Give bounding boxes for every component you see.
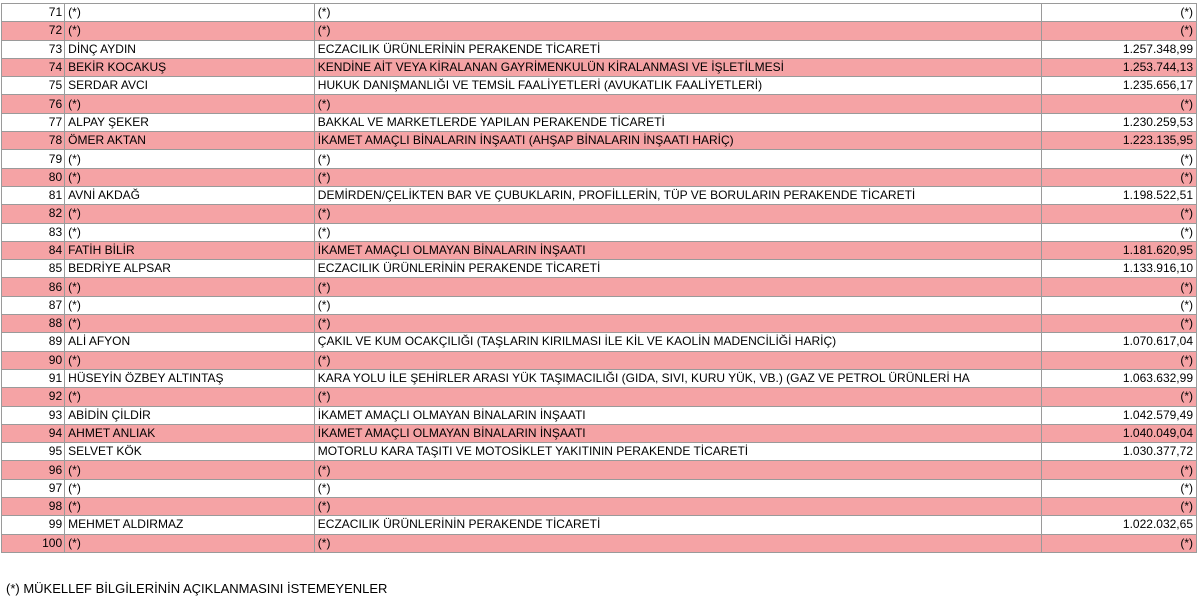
taxpayer-name-cell: (*) xyxy=(65,296,315,314)
taxpayer-name-cell: (*) xyxy=(65,388,315,406)
amount-cell: 1.022.032,65 xyxy=(1041,516,1196,534)
amount-cell: (*) xyxy=(1041,498,1196,516)
row-number-cell: 88 xyxy=(2,315,65,333)
activity-cell: (*) xyxy=(314,388,1041,406)
activity-cell: (*) xyxy=(314,168,1041,186)
activity-cell: ÇAKIL VE KUM OCAKÇILIĞI (TAŞLARIN KIRILMASI İLE KİL VE KAOLİN MADENCİLİĞİ HARİÇ) xyxy=(314,333,1041,351)
amount-cell: 1.030.377,72 xyxy=(1041,443,1196,461)
taxpayer-name-cell: (*) xyxy=(65,223,315,241)
table-row xyxy=(2,443,1197,461)
table-row xyxy=(2,296,1197,314)
taxpayer-name-cell: ÖMER AKTAN xyxy=(65,132,315,150)
taxpayer-name-cell: (*) xyxy=(65,150,315,168)
table-row xyxy=(2,205,1197,223)
amount-cell: 1.181.620,95 xyxy=(1041,241,1196,259)
taxpayer-name-cell: ALPAY ŞEKER xyxy=(65,113,315,131)
activity-cell: KARA YOLU İLE ŞEHİRLER ARASI YÜK TAŞIMACILIĞI (GIDA, SIVI, KURU YÜK, VB.) (GAZ VE PETROL ÜRÜNLERİ HA xyxy=(314,369,1041,387)
amount-cell: 1.235.656,17 xyxy=(1041,77,1196,95)
taxpayer-name-cell: FATİH BİLİR xyxy=(65,241,315,259)
table-row xyxy=(2,369,1197,387)
table-row xyxy=(2,186,1197,204)
amount-cell: 1.230.259,53 xyxy=(1041,113,1196,131)
table-row xyxy=(2,168,1197,186)
row-number-cell: 80 xyxy=(2,168,65,186)
activity-cell: HUKUK DANIŞMANLIĞI VE TEMSİL FAALİYETLERİ (AVUKATLIK FAALİYETLERİ) xyxy=(314,77,1041,95)
row-number-cell: 78 xyxy=(2,132,65,150)
taxpayer-name-cell: ABİDİN ÇİLDİR xyxy=(65,406,315,424)
taxpayer-name-cell: (*) xyxy=(65,95,315,113)
taxpayer-name-cell: MEHMET ALDIRMAZ xyxy=(65,516,315,534)
amount-cell: 1.040.049,04 xyxy=(1041,424,1196,442)
amount-cell: 1.253.744,13 xyxy=(1041,58,1196,76)
row-number-cell: 71 xyxy=(2,4,65,22)
table-row xyxy=(2,77,1197,95)
table-row xyxy=(2,95,1197,113)
activity-cell: (*) xyxy=(314,315,1041,333)
activity-cell: (*) xyxy=(314,479,1041,497)
taxpayer-name-cell: (*) xyxy=(65,4,315,22)
row-number-cell: 86 xyxy=(2,278,65,296)
taxpayer-name-cell: (*) xyxy=(65,534,315,552)
taxpayer-table xyxy=(1,3,1197,553)
table-row xyxy=(2,132,1197,150)
amount-cell: 1.063.632,99 xyxy=(1041,369,1196,387)
amount-cell: (*) xyxy=(1041,4,1196,22)
taxpayer-name-cell: DİNÇ AYDIN xyxy=(65,40,315,58)
taxpayer-name-cell: HÜSEYİN ÖZBEY ALTINTAŞ xyxy=(65,369,315,387)
taxpayer-name-cell: (*) xyxy=(65,22,315,40)
table-row xyxy=(2,58,1197,76)
activity-cell: (*) xyxy=(314,534,1041,552)
amount-cell: (*) xyxy=(1041,22,1196,40)
table-row xyxy=(2,150,1197,168)
taxpayer-name-cell: (*) xyxy=(65,351,315,369)
amount-cell: (*) xyxy=(1041,150,1196,168)
activity-cell: MOTORLU KARA TAŞITI VE MOTOSİKLET YAKITININ PERAKENDE TİCARETİ xyxy=(314,443,1041,461)
row-number-cell: 96 xyxy=(2,461,65,479)
activity-cell: BAKKAL VE MARKETLERDE YAPILAN PERAKENDE TİCARETİ xyxy=(314,113,1041,131)
row-number-cell: 83 xyxy=(2,223,65,241)
activity-cell: (*) xyxy=(314,278,1041,296)
activity-cell: DEMİRDEN/ÇELİKTEN BAR VE ÇUBUKLARIN, PROFİLLERİN, TÜP VE BORULARIN PERAKENDE TİCARETİ xyxy=(314,186,1041,204)
row-number-cell: 72 xyxy=(2,22,65,40)
amount-cell: 1.223.135,95 xyxy=(1041,132,1196,150)
row-number-cell: 93 xyxy=(2,406,65,424)
taxpayer-name-cell: AHMET ANLIAK xyxy=(65,424,315,442)
taxpayer-name-cell: (*) xyxy=(65,205,315,223)
activity-cell: (*) xyxy=(314,4,1041,22)
activity-cell: (*) xyxy=(314,22,1041,40)
row-number-cell: 91 xyxy=(2,369,65,387)
row-number-cell: 92 xyxy=(2,388,65,406)
row-number-cell: 79 xyxy=(2,150,65,168)
row-number-cell: 76 xyxy=(2,95,65,113)
table-row xyxy=(2,498,1197,516)
activity-cell: ECZACILIK ÜRÜNLERİNİN PERAKENDE TİCARETİ xyxy=(314,516,1041,534)
table-row xyxy=(2,333,1197,351)
activity-cell: (*) xyxy=(314,351,1041,369)
table-row xyxy=(2,40,1197,58)
row-number-cell: 77 xyxy=(2,113,65,131)
amount-cell: (*) xyxy=(1041,95,1196,113)
activity-cell: (*) xyxy=(314,223,1041,241)
table-row xyxy=(2,534,1197,552)
taxpayer-name-cell: BEDRİYE ALPSAR xyxy=(65,260,315,278)
table-row xyxy=(2,424,1197,442)
taxpayer-name-cell: (*) xyxy=(65,479,315,497)
table-row xyxy=(2,241,1197,259)
activity-cell: (*) xyxy=(314,461,1041,479)
table-row xyxy=(2,406,1197,424)
taxpayer-name-cell: BEKİR KOCAKUŞ xyxy=(65,58,315,76)
activity-cell: İKAMET AMAÇLI OLMAYAN BİNALARIN İNŞAATI xyxy=(314,424,1041,442)
activity-cell: ECZACILIK ÜRÜNLERİNİN PERAKENDE TİCARETİ xyxy=(314,260,1041,278)
table-row xyxy=(2,351,1197,369)
taxpayer-name-cell: SELVET KÖK xyxy=(65,443,315,461)
row-number-cell: 75 xyxy=(2,77,65,95)
activity-cell: KENDİNE AİT VEYA KİRALANAN GAYRİMENKULÜN KİRALANMASI VE İŞLETİLMESİ xyxy=(314,58,1041,76)
table-row xyxy=(2,278,1197,296)
row-number-cell: 74 xyxy=(2,58,65,76)
activity-cell: (*) xyxy=(314,296,1041,314)
footnote: (*) MÜKELLEF BİLGİLERİNİN AÇIKLANMASINI İSTEMEYENLER xyxy=(6,581,388,596)
activity-cell: İKAMET AMAÇLI OLMAYAN BİNALARIN İNŞAATI xyxy=(314,241,1041,259)
amount-cell: (*) xyxy=(1041,351,1196,369)
activity-cell: İKAMET AMAÇLI BİNALARIN İNŞAATI (AHŞAP BİNALARIN İNŞAATI HARİÇ) xyxy=(314,132,1041,150)
taxpayer-name-cell: (*) xyxy=(65,461,315,479)
taxpayer-name-cell: (*) xyxy=(65,168,315,186)
row-number-cell: 82 xyxy=(2,205,65,223)
row-number-cell: 94 xyxy=(2,424,65,442)
amount-cell: (*) xyxy=(1041,461,1196,479)
table-row xyxy=(2,4,1197,22)
amount-cell: (*) xyxy=(1041,223,1196,241)
amount-cell: (*) xyxy=(1041,315,1196,333)
amount-cell: (*) xyxy=(1041,168,1196,186)
taxpayer-name-cell: (*) xyxy=(65,498,315,516)
amount-cell: 1.198.522,51 xyxy=(1041,186,1196,204)
row-number-cell: 85 xyxy=(2,260,65,278)
table-row xyxy=(2,22,1197,40)
activity-cell: ECZACILIK ÜRÜNLERİNİN PERAKENDE TİCARETİ xyxy=(314,40,1041,58)
activity-cell: İKAMET AMAÇLI OLMAYAN BİNALARIN İNŞAATI xyxy=(314,406,1041,424)
amount-cell: (*) xyxy=(1041,479,1196,497)
taxpayer-name-cell: SERDAR AVCI xyxy=(65,77,315,95)
row-number-cell: 90 xyxy=(2,351,65,369)
row-number-cell: 84 xyxy=(2,241,65,259)
table-row xyxy=(2,315,1197,333)
amount-cell: (*) xyxy=(1041,205,1196,223)
table-row xyxy=(2,113,1197,131)
row-number-cell: 89 xyxy=(2,333,65,351)
activity-cell: (*) xyxy=(314,95,1041,113)
table-row xyxy=(2,461,1197,479)
amount-cell: (*) xyxy=(1041,296,1196,314)
taxpayer-name-cell: AVNİ AKDAĞ xyxy=(65,186,315,204)
amount-cell: (*) xyxy=(1041,278,1196,296)
row-number-cell: 99 xyxy=(2,516,65,534)
taxpayer-name-cell: (*) xyxy=(65,315,315,333)
taxpayer-table-body xyxy=(2,4,1197,553)
table-row xyxy=(2,260,1197,278)
taxpayer-name-cell: ALİ AFYON xyxy=(65,333,315,351)
row-number-cell: 95 xyxy=(2,443,65,461)
row-number-cell: 73 xyxy=(2,40,65,58)
row-number-cell: 100 xyxy=(2,534,65,552)
row-number-cell: 81 xyxy=(2,186,65,204)
table-row xyxy=(2,388,1197,406)
table-row xyxy=(2,223,1197,241)
amount-cell: 1.042.579,49 xyxy=(1041,406,1196,424)
amount-cell: (*) xyxy=(1041,534,1196,552)
table-row xyxy=(2,479,1197,497)
amount-cell: 1.133.916,10 xyxy=(1041,260,1196,278)
amount-cell: 1.070.617,04 xyxy=(1041,333,1196,351)
activity-cell: (*) xyxy=(314,498,1041,516)
row-number-cell: 98 xyxy=(2,498,65,516)
row-number-cell: 97 xyxy=(2,479,65,497)
amount-cell: (*) xyxy=(1041,388,1196,406)
activity-cell: (*) xyxy=(314,150,1041,168)
row-number-cell: 87 xyxy=(2,296,65,314)
amount-cell: 1.257.348,99 xyxy=(1041,40,1196,58)
activity-cell: (*) xyxy=(314,205,1041,223)
table-row xyxy=(2,516,1197,534)
taxpayer-name-cell: (*) xyxy=(65,278,315,296)
